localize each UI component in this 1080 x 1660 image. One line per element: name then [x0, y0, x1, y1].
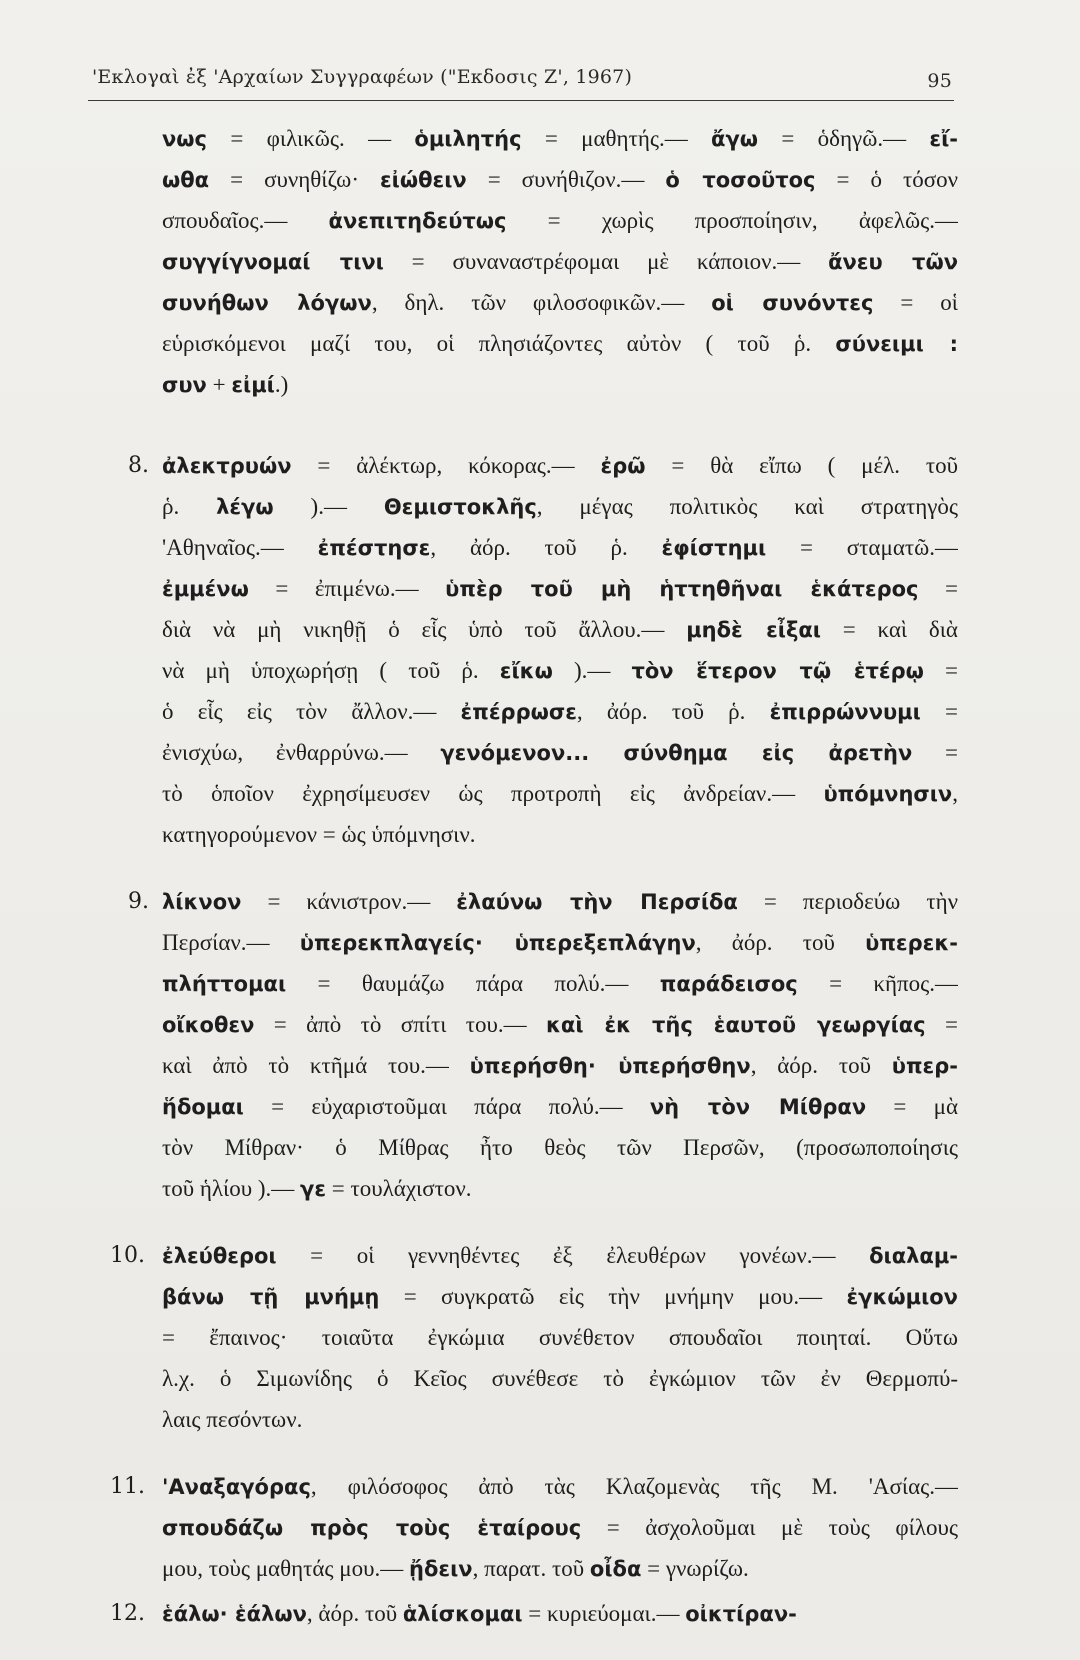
text-line: [162, 1276, 958, 1317]
headword: ἐλεύθεροι: [162, 1244, 277, 1268]
headword: ᾔδειν: [409, 1557, 473, 1581]
headword: ἄγω: [711, 127, 759, 151]
entry-number: 10.: [110, 1243, 145, 1268]
text-line: [162, 963, 958, 1004]
entry-number: 9.: [128, 889, 149, 914]
gloss-text: ,: [952, 781, 958, 806]
headword: ὑπερεκπλαγείς· ὑπερεξεπλάγην: [299, 931, 696, 955]
gloss-text: = περιοδεύω τὴν: [737, 889, 958, 914]
text-line: [162, 1127, 958, 1168]
gloss-entry: [88, 1593, 958, 1634]
gloss-text: =: [920, 699, 958, 724]
headword: ἄνευ τῶν: [828, 250, 958, 274]
gloss-text: , δηλ. τῶν φιλοσοφικῶν.—: [371, 290, 712, 315]
headword: ἐπέστησε: [317, 536, 431, 560]
headword: γε: [300, 1177, 327, 1201]
gloss-text: , ἀόρ. τοῦ: [750, 1053, 892, 1078]
headword: γενόμενον... σύνθημα εἰς ἀρετὴν: [440, 741, 913, 765]
text-line: [162, 814, 958, 855]
gloss-text: = σταματῶ.—: [766, 535, 958, 560]
headword: συν: [162, 373, 207, 397]
headword: ἁλίσκομαι: [402, 1602, 523, 1626]
gloss-text: = ἀπὸ τὸ σπίτι του.—: [254, 1012, 547, 1037]
headword: ἀλεκτρυών: [162, 454, 292, 478]
headword: συνήθων λόγων: [162, 291, 372, 315]
headword: λέγω: [216, 495, 274, 519]
gloss-text: , παρατ. τοῦ: [472, 1556, 590, 1581]
headword: εἰμί: [231, 373, 275, 397]
headword: νὴ τὸν Μίθραν: [649, 1095, 867, 1119]
text-line: [162, 1548, 958, 1589]
gloss-text: ἐνισχύω, ἐνθαρρύνω.—: [162, 740, 441, 765]
gloss-text: = συναναστρέφομαι μὲ κάποιον.—: [383, 249, 829, 274]
headword: ἐλαύνω τὴν Περσίδα: [456, 890, 738, 914]
headword: οἰκτίραν-: [685, 1602, 797, 1626]
headword: ἥδομαι: [162, 1095, 244, 1119]
gloss-text: καὶ ἀπὸ τὸ κτῆμά του.—: [162, 1053, 470, 1078]
headword: παράδεισος: [659, 972, 798, 996]
gloss-text: , ἀόρ. τοῦ ῥ.: [576, 699, 770, 724]
headword: σπουδάζω πρὸς τοὺς ἑταίρους: [162, 1516, 582, 1540]
gloss-text: ).—: [552, 658, 632, 683]
gloss-text: = εὐχαριστοῦμαι πάρα πολύ.—: [243, 1094, 650, 1119]
text-line: [162, 1593, 958, 1634]
gloss-text: Περσίαν.—: [162, 930, 300, 955]
headword: οἱ συνόντες: [711, 291, 874, 315]
gloss-text: = θαυμάζω πάρα πολύ.—: [286, 971, 660, 996]
gloss-text: +: [206, 372, 232, 397]
text-line: [162, 486, 958, 527]
gloss-text: = κάνιστρον.—: [241, 889, 457, 914]
text-line: [162, 922, 958, 963]
gloss-text: τὸ ὁποῖον ἐχρησίμευσεν ὡς προτροπὴ εἰς ἀνδρείαν.—: [162, 781, 824, 806]
gloss-text: =: [912, 740, 958, 765]
gloss-text: κατηγορούμενον = ὡς ὑπόμνησιν.: [162, 822, 476, 847]
headword: νως: [162, 127, 208, 151]
header-rule: [88, 100, 954, 101]
headword: ὑπὲρ τοῦ μὴ ἡττηθῆναι ἑκάτερος: [445, 577, 919, 601]
gloss-text: = ὁ τόσον: [815, 167, 958, 192]
headword: ὁμιλητής: [414, 127, 522, 151]
text-line: [162, 200, 958, 241]
text-line: [162, 1045, 958, 1086]
gloss-text: λαις πεσόντων.: [162, 1407, 303, 1432]
gloss-text: = χωρὶς προσποίησιν, ἀφελῶς.—: [506, 208, 958, 233]
gloss-text: , ἀόρ. τοῦ: [695, 930, 866, 955]
gloss-text: τὸν Μίθραν· ὁ Μίθρας ἦτο θεὸς τῶν Περσῶν, (προσωποποίησις: [162, 1135, 958, 1160]
headword: πλήττομαι: [162, 972, 287, 996]
running-head: [92, 66, 952, 92]
gloss-entry: [88, 445, 958, 855]
headword: βάνω τῇ μνήμῃ: [162, 1285, 380, 1309]
gloss-text: = κῆπος.—: [797, 971, 958, 996]
headword: ὁ τοσοῦτος: [665, 168, 816, 192]
gloss-text: = ἐπιμένω.—: [248, 576, 446, 601]
headword: συγγίγνομαί τινι: [162, 250, 384, 274]
headword: λίκνον: [162, 890, 242, 914]
text-line: [162, 364, 958, 405]
entry-number: 8.: [128, 453, 149, 478]
gloss-text: = καὶ διὰ: [820, 617, 958, 642]
headword: μηδὲ εἶξαι: [686, 618, 821, 642]
gloss-text: = μὰ: [866, 1094, 958, 1119]
text-line: [162, 1086, 958, 1127]
text-line: [162, 1399, 958, 1440]
headword: οἶδα: [589, 1557, 642, 1581]
page-number: 95: [927, 70, 952, 92]
gloss-text: = ὁδηγῶ.—: [758, 126, 930, 151]
gloss-text: , μέγας πολιτικὸς καὶ στρατηγὸς: [536, 494, 958, 519]
gloss-text: μου, τοὺς μαθητάς μου.—: [162, 1556, 410, 1581]
text-line: [162, 445, 958, 486]
entry-number: 12.: [110, 1601, 145, 1626]
headword: ἐπιρρώννυμι: [769, 700, 921, 724]
gloss-text: , ἀόρ. τοῦ ῥ.: [430, 535, 662, 560]
gloss-text: , ἀόρ. τοῦ: [306, 1601, 403, 1626]
gloss-text: = συνηθίζω·: [209, 167, 380, 192]
headword: σύνειμι :: [835, 332, 958, 356]
entry-number: 11.: [110, 1474, 145, 1499]
gloss-text: διὰ νὰ μὴ νικηθῇ ὁ εἷς ὑπὸ τοῦ ἄλλου.—: [162, 617, 687, 642]
gloss-text: = φιλικῶς. —: [207, 126, 415, 151]
headword: ὑπερήσθη· ὑπερήσθην: [469, 1054, 751, 1078]
gloss-text: 'Αθηναῖος.—: [162, 535, 318, 560]
headword: Θεμιστοκλῆς: [383, 495, 537, 519]
headword: διαλαμ-: [869, 1244, 958, 1268]
text-line: [162, 1317, 958, 1358]
gloss-text: , φιλόσοφος ἀπὸ τὰς Κλαζομενὰς τῆς Μ. 'Ασίας.—: [310, 1474, 958, 1499]
gloss-text: = συγκρατῶ εἰς τὴν μνήμην μου.—: [379, 1284, 847, 1309]
headword: καὶ ἐκ τῆς ἑαυτοῦ γεωργίας: [546, 1013, 926, 1037]
headword: ἐγκώμιον: [846, 1285, 958, 1309]
gloss-text: = ἀλέκτωρ, κόκορας.—: [291, 453, 601, 478]
gloss-text: = ἀσχολοῦμαι μὲ τοὺς φίλους: [581, 1515, 958, 1540]
gloss-text: σπουδαῖος.—: [162, 208, 329, 233]
text-line: [162, 1004, 958, 1045]
text-line: [162, 691, 958, 732]
gloss-entry: [88, 1466, 958, 1589]
headword: ἑάλω· ἑάλων: [162, 1602, 307, 1626]
gloss-text: ὁ εἷς εἰς τὸν ἄλλον.—: [162, 699, 461, 724]
gloss-text: εὑρισκόμενοι μαζί του, οἱ πλησιάζοντες αὐτὸν ( τοῦ ῥ.: [162, 331, 836, 356]
headword: εἴκω: [499, 659, 553, 683]
gloss-text: = συνήθιζον.—: [466, 167, 666, 192]
text-line: [162, 881, 958, 922]
headword: ἐφίστημι: [661, 536, 767, 560]
headword: ἀνεπιτηδεύτως: [328, 209, 507, 233]
text-line: [162, 527, 958, 568]
gloss-text: =: [918, 576, 958, 601]
text-line: [162, 650, 958, 691]
gloss-text: = οἱ: [873, 290, 958, 315]
headword: 'Αναξαγόρας: [162, 1475, 311, 1499]
gloss-text: = ἔπαινος· τοιαῦτα ἐγκώμια συνέθετον σπουδαῖοι ποιηταί. Οὕτω: [162, 1325, 958, 1350]
gloss-text: λ.χ. ὁ Σιμωνίδης ὁ Κεῖος συνέθεσε τὸ ἐγκώμιον τῶν ἐν Θερμοπύ-: [162, 1366, 958, 1391]
gloss-text: = θὰ εἴπω ( μέλ. τοῦ: [645, 453, 958, 478]
gloss-text: =: [925, 1012, 958, 1037]
gloss-text: τοῦ ἡλίου ).—: [162, 1176, 301, 1201]
headword: ωθα: [162, 168, 210, 192]
glossary-text: [88, 118, 958, 1660]
gloss-entry: [88, 118, 958, 405]
text-line: [162, 732, 958, 773]
gloss-text: ῥ.: [162, 494, 217, 519]
headword: ὑπερ-: [891, 1054, 958, 1078]
text-line: [162, 1466, 958, 1507]
text-line: [162, 568, 958, 609]
headword: εἴ-: [929, 127, 958, 151]
headword: ἐπέρρωσε: [460, 700, 577, 724]
text-line: [162, 609, 958, 650]
text-line: [162, 282, 958, 323]
gloss-text: = κυριεύομαι.—: [522, 1601, 686, 1626]
text-line: [162, 118, 958, 159]
text-line: [162, 1235, 958, 1276]
running-head-title: 'Εκλογαὶ ἐξ 'Αρχαίων Συγγραφέων ("Εκδοσις Ζ', 1967): [92, 66, 633, 88]
gloss-text: = γνωρίζω.: [641, 1556, 749, 1581]
headword: ἐμμένω: [162, 577, 249, 601]
headword: ὑπόμνησιν: [823, 782, 953, 806]
gloss-text: νὰ μὴ ὑποχωρήσῃ ( τοῦ ῥ.: [162, 658, 500, 683]
gloss-entry: [88, 1235, 958, 1440]
headword: τὸν ἕτερον τῷ ἑτέρῳ: [631, 659, 924, 683]
gloss-text: = μαθητής.—: [521, 126, 712, 151]
gloss-entry: [88, 881, 958, 1209]
gloss-text: = οἱ γεννηθέντες ἐξ ἐλευθέρων γονέων.—: [276, 1243, 870, 1268]
text-line: [162, 1168, 958, 1209]
gloss-text: = τουλάχιστον.: [326, 1176, 472, 1201]
text-line: [162, 241, 958, 282]
gloss-text: .): [274, 372, 289, 397]
gloss-text: =: [923, 658, 958, 683]
text-line: [162, 323, 958, 364]
text-line: [162, 159, 958, 200]
headword: εἰώθειν: [379, 168, 467, 192]
headword: ἐρῶ: [600, 454, 646, 478]
gloss-text: ).—: [273, 494, 384, 519]
headword: ὑπερεκ-: [865, 931, 958, 955]
headword: οἴκοθεν: [162, 1013, 255, 1037]
text-line: [162, 1507, 958, 1548]
text-line: [162, 1358, 958, 1399]
text-line: [162, 773, 958, 814]
